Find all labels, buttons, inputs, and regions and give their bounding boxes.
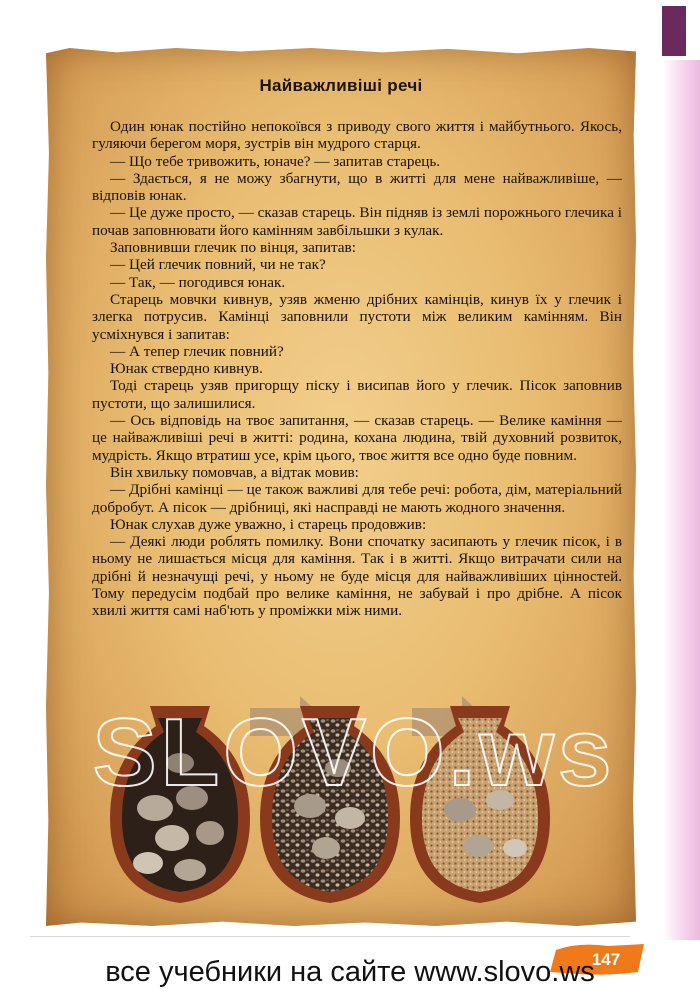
paragraph: — Що тебе тривожить, юначе? — запитав старець. bbox=[110, 152, 441, 170]
watermark: SLOVO.ws bbox=[92, 699, 616, 806]
paragraph: Він хвильку помовчав, а відтак мовив: bbox=[110, 463, 359, 481]
paragraph: — Так, — погодився юнак. bbox=[110, 273, 286, 291]
paragraph: Один юнак постійно непокоївся з приводу свого життя і майбутнього. Якось, гуляючи берегом моря, зустрів він мудрого старця. bbox=[92, 118, 622, 153]
story-title: Найважливіші речі bbox=[259, 76, 423, 95]
paragraph: — Деякі люди роблять помилку. Вони спочатку засипають у глечик пісок, і в ньому не лишається місця для каміння. Так і в житті. Якщо витрачати сили на дрібні й незначущі речі, у ньому не буде місця для найважливіших цінностей. Тому передусім подбай про велике каміння, не забувай і про дрібне. А пісок хвилі життя самі наб'ють у проміжки між ними. bbox=[92, 533, 622, 620]
paragraph: Юнак ствердно кивнув. bbox=[110, 360, 263, 378]
paragraph: Тоді старець узяв пригорщу піску і висипав його у глечик. Пісок заповнив пустоти, що залишилися. bbox=[92, 377, 622, 412]
story-text bbox=[92, 118, 622, 620]
divider bbox=[30, 936, 630, 937]
side-gradient-bar bbox=[662, 60, 700, 940]
paragraph: — Дрібні камінці — це також важливі для тебе речі: робота, дім, матеріальний добробут. А пісок — дрібниці, які насправді не мають жодного значення. bbox=[92, 481, 622, 516]
page-number: 147 bbox=[591, 950, 621, 969]
paragraph: Старець мовчки кивнув, узяв жменю дрібних камінців, кинув їх у глечик і злегка потрусив. Камінці заповнили пустоти між великим камінням. Він усміхнувся і запитав: bbox=[92, 290, 622, 343]
footer-link-text: все учебники на сайте www.slovo.ws bbox=[105, 956, 595, 988]
paragraph: — Ось відповідь на твоє запитання, — сказав старець. — Велике каміння — це найважливіші речі в житті: родина, кохана людина, твій духовний розвиток, мудрість. Якщо втратиш усе, крім цього, твоє життя все одно буде повним. bbox=[92, 412, 622, 464]
chapter-tab bbox=[662, 6, 686, 56]
paragraph: Юнак слухав дуже уважно, і старець продовжив: bbox=[110, 515, 427, 533]
paragraph: — Це дуже просто, — сказав старець. Він підняв із землі порожнього глечика і почав заповнювати його камінням завбільшки з кулак. bbox=[92, 204, 622, 239]
paragraph: — А тепер глечик повний? bbox=[110, 342, 284, 360]
paragraph: Заповнивши глечик по вінця, запитав: bbox=[110, 239, 356, 257]
paragraph: — Здається, я не можу збагнути, що в житті для мене найважливіше, — відповів юнак. bbox=[92, 169, 622, 205]
paragraph: — Цей глечик повний, чи не так? bbox=[110, 256, 326, 274]
